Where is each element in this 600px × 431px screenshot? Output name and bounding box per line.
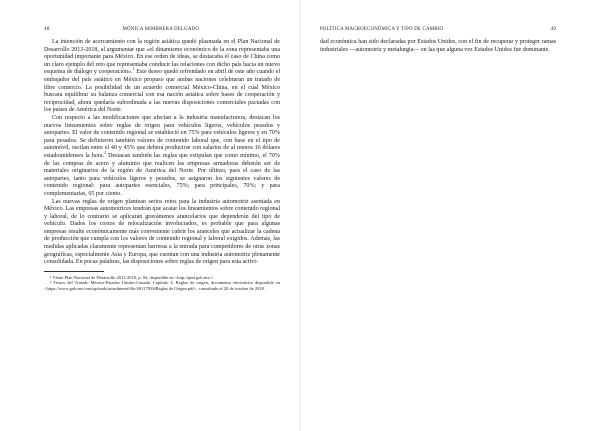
paragraph-text: Destacan también las reglas que estipulan que como mínimo, el 70% de las compras de acero y aluminio que realicen las empresas armadoras deberán ser de materiales originarios de la región de América del Norte. Por último, para el caso de las autopartes, tanto para vehículos ligeros y pesados, se asignaron los siguientes valores de contenido regional: para autopartes esenciales, 75%; para principales, 70%; y para complementarias, 65 por ciento. [44,152,280,197]
footnote: ¹ Véase Plan Nacional de Desarrollo 2013-2018, p. 94, disponible en <http://pnd.gob.mx/>. [50,274,215,280]
paragraph [44,39,280,115]
footnote-mark: 2 [104,149,107,155]
paragraph-text: Con respecto a las modificaciones que afectan a la industria manufacturera, destacan los nuevos lineamientos sobre reglas de origen para vehículos ligeros, vehículos pesados y autopartes. El valor de contenido regional se estableció en 75% para vehículos ligeros y en 70% para pesados. Se definieron también valores de contenido laboral que, con base en el tipo de automóvil, oscilan entre el 40 y 45% que deberá producirse con salarios de al menos 16 dólares estadounidenses la hora. [44,114,280,159]
right-body-text [320,39,556,54]
left-running-head: MÓNICA MIMBRERA DELGADO [122,27,200,32]
footnote-mark: 1 [132,66,135,72]
left-body-text [44,39,280,267]
footnote-rule [44,271,104,272]
footnote: ² Textos del Tratado México-Estados Unidos-Canadá. Capítulo 4. Reglas de origen, documento electrónico disponible en <https://www.gob.mx/cms/uploads/attachment/file/401178/04Reglas de Origen.pdf>, consultado el 20 de octubre de 2018. [44,280,280,292]
paragraph [44,115,280,199]
paragraph: dad económica han sido declaradas por Estados Unidos, con el fin de recuperar y proteger ramas industriales —automotriz y metalurgia— en las que alguna vez Estados Unidos fue dominante. [320,39,556,53]
right-page-number: 49 [550,26,556,32]
paragraph: Las nuevas reglas de origen plantean serios retos para la industria automotriz asentada en México. Las empresas automotrices tendrán que acatar los lineamientos sobre contenido regional y laboral, de lo contrario se aplicarán gravámenes arancelarios que dependerán del tipo de vehículo. Dados los costos de relocalización involucrados, es probable que para algunas empresas resulte económicamente más conveniente cubrir los aranceles que actualizar la cadena de producción que cumpla con los valores de contenido regional y laboral exigidos. Además, las medidas aplicadas claramente representan barreras a la entrada para competidores de otras zonas geográficas, especialmente Asia y Europa, que cuentan con una industria automotriz plenamente consolidada. En pocas palabras, las disposiciones sobre reglas de origen para esta activi- [44,198,280,266]
left-running-header [44,26,280,32]
right-page [300,0,600,431]
paragraph-text: La intención de acercamiento con la región asiática quedó plasmada en el Plan Nacional de Desarrollo 2013-2018, al argumentar que «el dinamismo económico de la zona representaba una oportunidad importante para México. En ese orden de ideas, se destacaba el caso de China como un claro ejemplo del reto que representaba conducir las relaciones con dicho país hacia un nuevo esquema de diálogo y cooperación». [44,39,280,76]
paragraph-text: Este deseo quedó refrendado en abril de este año cuando el embajador del país asiático en México propuso que ambas naciones celebraran un tratado de libre comercio. La posibilidad de un acuerdo comercial México-China, en el cual México buscara equilibrar su balanza comercial con esa nación asiática sobre bases de cooperación y reciprocidad, ahora quedaría subordinada a las nuevas disposiciones comerciales pactadas con los países de América del Norte. [44,69,281,114]
footnotes [44,275,280,292]
left-page-number: 48 [44,26,50,32]
right-running-head: POLÍTICA MACROECONÓMICA Y TIPO DE CAMBIO [320,27,444,32]
right-running-header [320,26,556,32]
